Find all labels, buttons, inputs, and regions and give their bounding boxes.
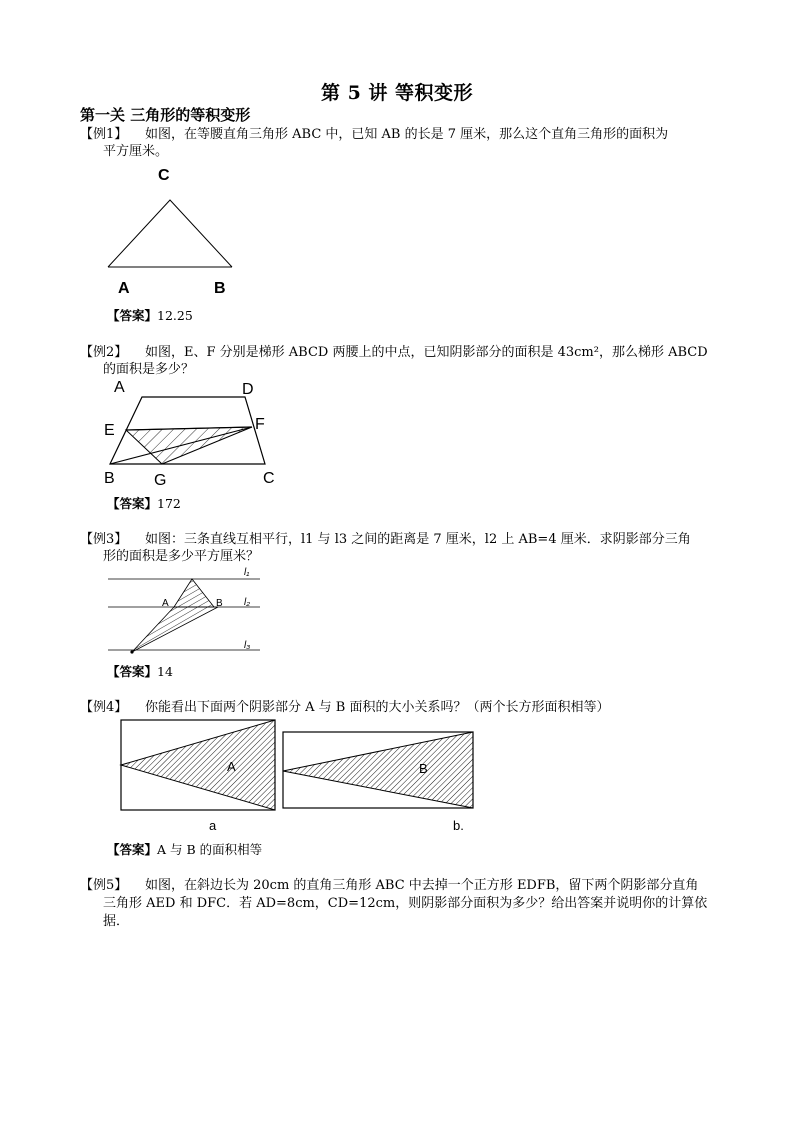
label-d: D	[242, 381, 254, 398]
label-e: E	[104, 422, 115, 439]
label-a-inner: A	[227, 759, 236, 774]
answer-value: 172	[157, 496, 181, 511]
lower-triangle	[132, 607, 218, 652]
caption-a: a	[209, 818, 217, 833]
example-1-text-line1: 如图，在等腰直角三角形 ABC 中，已知 AB 的长是 7 厘米，那么这个直角三角形的面积为	[145, 127, 669, 142]
example-2-figure	[100, 378, 290, 493]
example-1-text-line2: 平方厘米。	[103, 144, 169, 159]
label-l3: l₃	[244, 640, 251, 651]
shaded-region-b	[283, 732, 473, 808]
shaded-region-a	[121, 720, 275, 810]
answer-tag: 【答案】	[107, 664, 158, 679]
example-1-tag: 【例1】	[80, 127, 128, 142]
example-3-text-line1: 如图：三条直线互相平行，l1 与 l3 之间的距离是 7 厘米，l2 上 AB=4 厘米．求阴影部分三角	[145, 532, 691, 547]
answer-value: A 与 B 的面积相等	[157, 842, 263, 857]
caption-b: b.	[453, 818, 464, 833]
example-3-figure	[100, 565, 270, 660]
example-5-tag: 【例5】	[80, 878, 128, 893]
label-a: A	[118, 280, 130, 297]
label-f: F	[255, 416, 265, 433]
example-4-tag: 【例4】	[80, 700, 128, 715]
shaded-triangle	[126, 427, 252, 464]
triangle-abc	[108, 200, 232, 267]
example-4-figure	[115, 715, 485, 840]
example-1-answer	[107, 306, 193, 324]
example-5-text-line3: 据．	[103, 914, 130, 929]
label-g: G	[154, 472, 167, 489]
label-b: B	[216, 598, 223, 609]
example-5-text-line1: 如图，在斜边长为 20cm 的直角三角形 ABC 中去掉一个正方形 EDFB，留下两个阴影部分直角	[145, 878, 699, 893]
page-title: 第 5 讲 等积变形	[320, 82, 474, 104]
answer-tag: 【答案】	[107, 842, 158, 857]
label-l1: l₁	[244, 567, 250, 578]
label-l2: l₂	[244, 597, 251, 608]
label-c: C	[263, 470, 275, 487]
label-b: B	[104, 470, 115, 487]
example-2-text-line1: 如图，E、F 分别是梯形 ABCD 两腰上的中点，已知阴影部分的面积是 43cm²，那么梯形 ABCD	[145, 345, 708, 360]
example-2-text-line2: 的面积是多少？	[103, 362, 195, 377]
label-c: C	[158, 167, 170, 184]
example-2-tag: 【例2】	[80, 345, 128, 360]
example-3-text-line2: 形的面积是多少平方厘米？	[103, 549, 260, 564]
answer-tag: 【答案】	[107, 308, 158, 323]
label-a: A	[114, 379, 125, 396]
example-4-answer	[107, 840, 262, 858]
example-1-figure	[100, 160, 250, 300]
answer-value: 14	[157, 664, 173, 679]
section-heading: 第一关 三角形的等积变形	[80, 106, 251, 124]
answer-tag: 【答案】	[107, 496, 158, 511]
label-a: A	[162, 598, 169, 609]
example-5-text-line2: 三角形 AED 和 DFC．若 AD=8cm，CD=12cm，则阴影部分面积为多少？给出答案并说明你的计算依	[103, 896, 708, 911]
answer-value: 12.25	[157, 308, 193, 323]
example-2-answer	[107, 494, 181, 512]
example-3-answer	[107, 662, 173, 680]
label-b: B	[214, 280, 226, 297]
example-4-text-line1: 你能看出下面两个阴影部分 A 与 B 面积的大小关系吗？（两个长方形面积相等）	[145, 700, 610, 715]
upper-triangle	[174, 579, 214, 607]
example-3-tag: 【例3】	[80, 532, 128, 547]
label-b-inner: B	[419, 761, 428, 776]
